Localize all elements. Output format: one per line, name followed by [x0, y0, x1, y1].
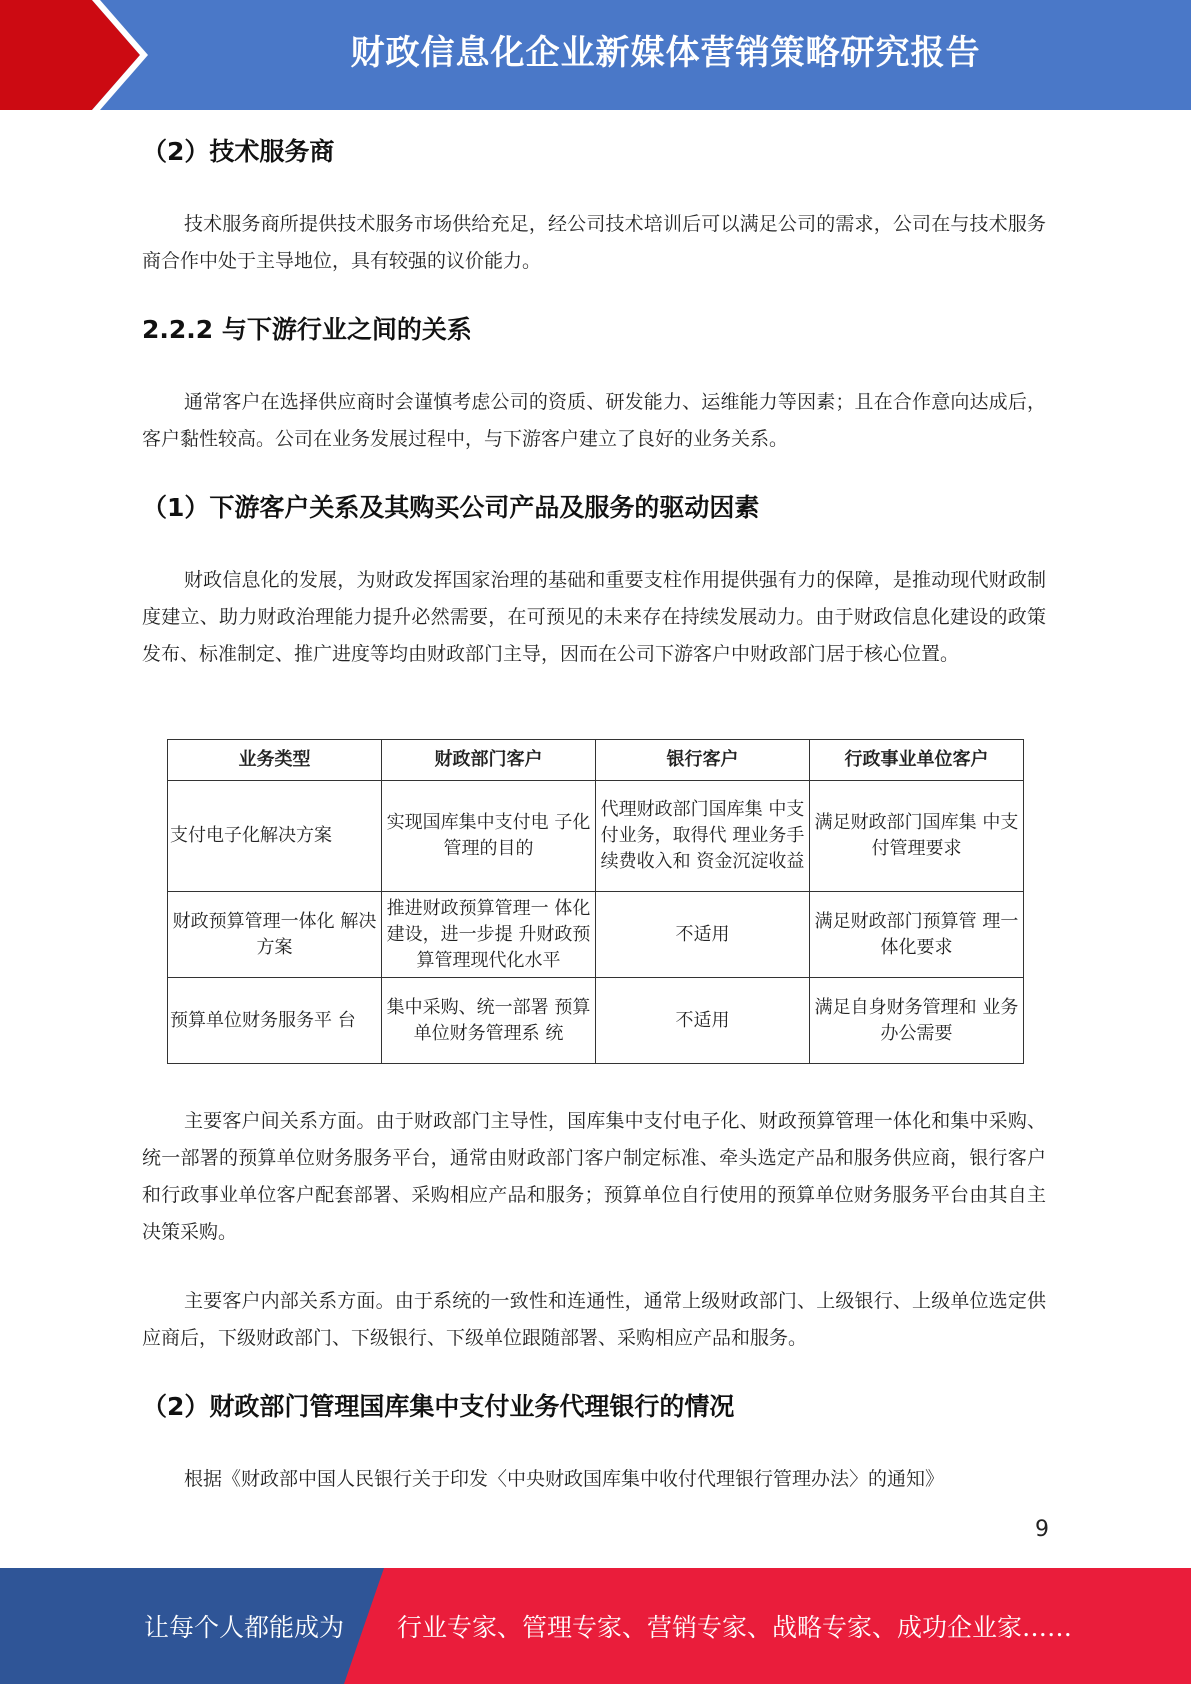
heading-treasury: （2）财政部门管理国库集中支付业务代理银行的情况 [142, 1392, 735, 1421]
paragraph-tech-provider: 技术服务商所提供技术服务市场供给充足，经公司技术培训后可以满足公司的需求，公司在与技术服务商合作中处于主导地位，具有较强的议价能力。 [142, 213, 1046, 272]
paragraph-treasury: 根据《财政部中国人民银行关于印发〈中央财政国库集中收付代理银行管理办法〉的通知》 [184, 1468, 945, 1490]
table-cell: 不适用 [596, 892, 810, 978]
footer-slogan-right: 行业专家、管理专家、营销专家、战略专家、成功企业家…… [397, 1613, 1073, 1642]
table-header-cell: 银行客户 [596, 740, 810, 781]
table-row [168, 978, 1024, 1064]
table-header-cell: 行政事业单位客户 [810, 740, 1024, 781]
table-cell: 财政预算管理一体化 解决方案 [168, 892, 382, 978]
heading-downstream: 2.2.2 与下游行业之间的关系 [142, 315, 472, 344]
footer-slogan-left: 让每个人都能成为 [144, 1613, 345, 1642]
table-cell: 集中采购、统一部署 预算单位财务管理系 统 [382, 978, 596, 1064]
table-cell: 代理财政部门国库集 中支付业务，取得代 理业务手续费收入和 资金沉淀收益 [596, 781, 810, 892]
paragraph-drivers: 财政信息化的发展，为财政发挥国家治理的基础和重要支柱作用提供强有力的保障，是推动现代财政制度建立、助力财政治理能力提升必然需要，在可预见的未来存在持续发展动力。由于财政信息化建设的政策发布、标准制定、推广进度等均由财政部门主导，因而在公司下游客户中财政部门居于核心位置。 [142, 569, 1046, 665]
report-title: 财政信息化企业新媒体营销策略研究报告 [350, 33, 981, 73]
table-row [168, 781, 1024, 892]
table-cell: 满足自身财务管理和 业务办公需要 [810, 978, 1024, 1064]
paragraph-relations: 主要客户间关系方面。由于财政部门主导性，国库集中支付电子化、财政预算管理一体化和集中采购、统一部署的预算单位财务服务平台，通常由财政部门客户制定标准、牵头选定产品和服务供应商，银行客户和行政事业单位客户配套部署、采购相应产品和服务；预算单位自行使用的预算单位财务服务平台由其自主决策采购。 [142, 1110, 1046, 1243]
table-cell: 满足财政部门预算管 理一体化要求 [810, 892, 1024, 978]
table-cell: 推进财政预算管理一 体化建设，进一步提 升财政预算管理现代化水平 [382, 892, 596, 978]
table-cell: 支付电子化解决方案 [168, 781, 382, 892]
page-footer [0, 1568, 1191, 1684]
paragraph-internal: 主要客户内部关系方面。由于系统的一致性和连通性，通常上级财政部门、上级银行、上级单位选定供应商后，下级财政部门、下级银行、下级单位跟随部署、采购相应产品和服务。 [142, 1290, 1046, 1349]
table-header-cell: 财政部门客户 [382, 740, 596, 781]
red-arrow-decoration [0, 0, 160, 110]
table-header-cell: 业务类型 [168, 740, 382, 781]
heading-tech-provider: （2）技术服务商 [142, 137, 335, 166]
page-number: 9 [1035, 1517, 1049, 1542]
paragraph-downstream: 通常客户在选择供应商时会谨慎考虑公司的资质、研发能力、运维能力等因素；且在合作意向达成后，客户黏性较高。公司在业务发展过程中，与下游客户建立了良好的业务关系。 [142, 391, 1046, 450]
table-cell: 满足财政部门国库集 中支付管理要求 [810, 781, 1024, 892]
table-header-row [168, 740, 1024, 781]
table-cell: 不适用 [596, 978, 810, 1064]
table-row [168, 892, 1024, 978]
heading-drivers: （1）下游客户关系及其购买公司产品及服务的驱动因素 [142, 493, 760, 522]
table-cell: 实现国库集中支付电 子化管理的目的 [382, 781, 596, 892]
customer-relations-table [167, 739, 1024, 1064]
table-cell: 预算单位财务服务平 台 [168, 978, 382, 1064]
page-header [0, 0, 1191, 110]
